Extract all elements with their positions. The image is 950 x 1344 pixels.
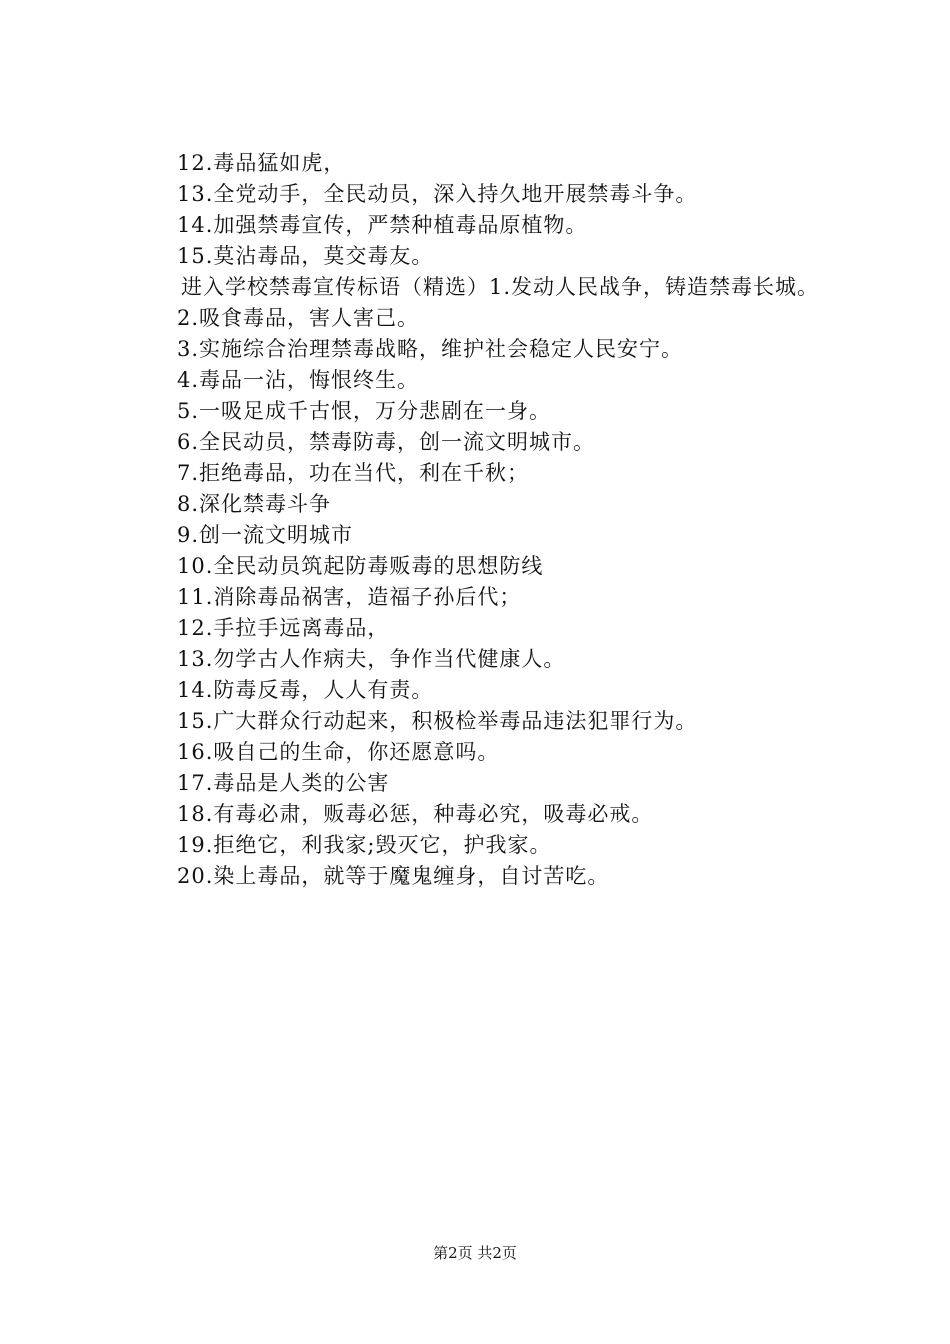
list-item: 15.莫沾毒品，莫交毒友。 xyxy=(177,244,434,268)
list-item: 18.有毒必肃，贩毒必惩，种毒必究，吸毒必戒。 xyxy=(177,802,654,826)
list-item: 20.染上毒品，就等于魔鬼缠身，自讨苦吃。 xyxy=(177,864,610,888)
list-item: 13.全党动手，全民动员，深入持久地开展禁毒斗争。 xyxy=(177,182,698,206)
list-item: 8.深化禁毒斗争 xyxy=(177,492,332,516)
page-footer: 第2页 共2页 xyxy=(433,1244,517,1262)
list-item: 16.吸自己的生命，你还愿意吗。 xyxy=(177,740,500,764)
list-item: 12.毒品猛如虎， xyxy=(177,151,346,175)
section-heading-paragraph: 进入学校禁毒宣传标语（精选）1.发动人民战争，铸造禁毒长城。 xyxy=(181,275,820,299)
list-item: 19.拒绝它，利我家;毁灭它，护我家。 xyxy=(177,833,552,857)
list-item: 14.加强禁毒宣传，严禁种植毒品原植物。 xyxy=(177,213,588,237)
list-item: 5.一吸足成千古恨，万分悲剧在一身。 xyxy=(177,399,552,423)
list-item: 14.防毒反毒，人人有责。 xyxy=(177,678,434,702)
list-item: 3.实施综合治理禁毒战略，维护社会稳定人民安宁。 xyxy=(177,337,684,361)
list-item: 13.勿学古人作病夫，争作当代健康人。 xyxy=(177,647,566,671)
list-item: 10.全民动员筑起防毒贩毒的思想防线 xyxy=(177,554,544,578)
list-item: 7.拒绝毒品，功在当代，利在千秋； xyxy=(177,461,530,485)
list-item: 11.消除毒品祸害，造福子孙后代； xyxy=(177,585,522,609)
list-item: 15.广大群众行动起来，积极检举毒品违法犯罪行为。 xyxy=(177,709,698,733)
list-item: 12.手拉手远离毒品， xyxy=(177,616,390,640)
list-item: 6.全民动员，禁毒防毒，创一流文明城市。 xyxy=(177,430,596,454)
list-item: 9.创一流文明城市 xyxy=(177,523,354,547)
list-item: 17.毒品是人类的公害 xyxy=(177,771,390,795)
list-item: 4.毒品一沾，悔恨终生。 xyxy=(177,368,420,392)
list-item: 2.吸食毒品，害人害己。 xyxy=(177,306,420,330)
document-body xyxy=(0,148,950,892)
